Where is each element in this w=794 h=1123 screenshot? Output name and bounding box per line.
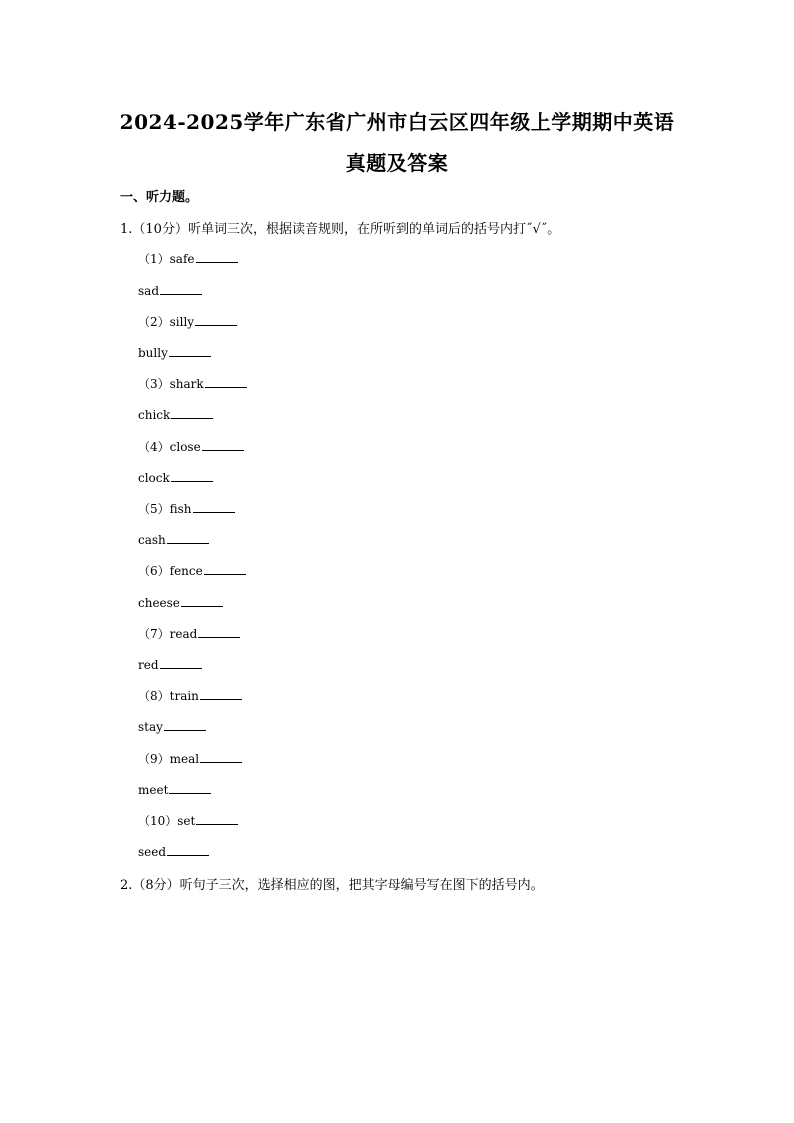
list-item: [138, 812, 238, 829]
answer-blank[interactable]: [171, 469, 213, 482]
item-word: （10）set: [138, 814, 196, 828]
answer-blank[interactable]: [193, 500, 235, 513]
list-item: [138, 469, 213, 485]
list-item: [138, 594, 223, 610]
item-word: （5）fish: [138, 502, 192, 516]
item-word: clock: [138, 471, 170, 485]
document-title-line-2: 真题及答案: [345, 151, 449, 175]
list-item: [138, 375, 247, 392]
item-word: （1）safe: [138, 252, 195, 266]
answer-blank[interactable]: [160, 282, 202, 295]
answer-blank[interactable]: [164, 718, 206, 731]
answer-blank[interactable]: [167, 531, 209, 544]
answer-blank[interactable]: [160, 656, 202, 669]
list-item: [138, 313, 237, 330]
answer-blank[interactable]: [196, 250, 238, 263]
item-word: （2）silly: [138, 315, 195, 329]
list-item: [138, 344, 211, 360]
item-word: （9）meal: [138, 752, 200, 766]
answer-blank[interactable]: [171, 406, 213, 419]
list-item: [138, 687, 242, 704]
list-item: [138, 531, 209, 547]
list-item: [138, 718, 206, 734]
list-item: [138, 843, 209, 859]
section-heading-listening: 一、听力题。: [120, 190, 199, 205]
answer-blank[interactable]: [169, 344, 211, 357]
answer-blank[interactable]: [169, 781, 211, 794]
answer-blank[interactable]: [204, 562, 246, 575]
answer-blank[interactable]: [205, 375, 247, 388]
item-word: sad: [138, 284, 159, 298]
item-word: seed: [138, 845, 167, 859]
item-word: （4）close: [138, 440, 201, 454]
item-word: cash: [138, 533, 166, 547]
item-word: bully: [138, 346, 168, 360]
answer-blank[interactable]: [200, 687, 242, 700]
item-word: stay: [138, 720, 163, 734]
item-word: red: [138, 658, 159, 672]
question-1-instruction: 1.（10分）听单词三次，根据读音规则，在所听到的单词后的括号内打˝√˝。: [120, 222, 561, 237]
answer-blank[interactable]: [200, 750, 242, 763]
list-item: [138, 656, 202, 672]
list-item: [138, 500, 235, 517]
answer-blank[interactable]: [198, 625, 240, 638]
item-word: meet: [138, 783, 169, 797]
item-word: （6）fence: [138, 564, 203, 578]
list-item: [138, 625, 240, 642]
item-word: cheese: [138, 596, 180, 610]
answer-blank[interactable]: [196, 812, 238, 825]
answer-blank[interactable]: [202, 438, 244, 451]
list-item: [138, 562, 246, 579]
question-2-instruction: 2.（8分）听句子三次，选择相应的图，把其字母编号写在图下的括号内。: [120, 878, 544, 893]
list-item: [138, 438, 244, 455]
document-title-line-1: 2024-2025学年广东省广州市白云区四年级上学期期中英语: [119, 110, 675, 134]
item-word: （8）train: [138, 689, 199, 703]
answer-blank[interactable]: [167, 843, 209, 856]
list-item: [138, 406, 213, 422]
answer-blank[interactable]: [181, 594, 223, 607]
list-item: [138, 282, 202, 298]
answer-blank[interactable]: [195, 313, 237, 326]
item-word: chick: [138, 408, 171, 422]
list-item: [138, 781, 211, 797]
item-word: （3）shark: [138, 377, 204, 391]
list-item: [138, 250, 238, 267]
item-word: （7）read: [138, 627, 198, 641]
list-item: [138, 750, 242, 767]
